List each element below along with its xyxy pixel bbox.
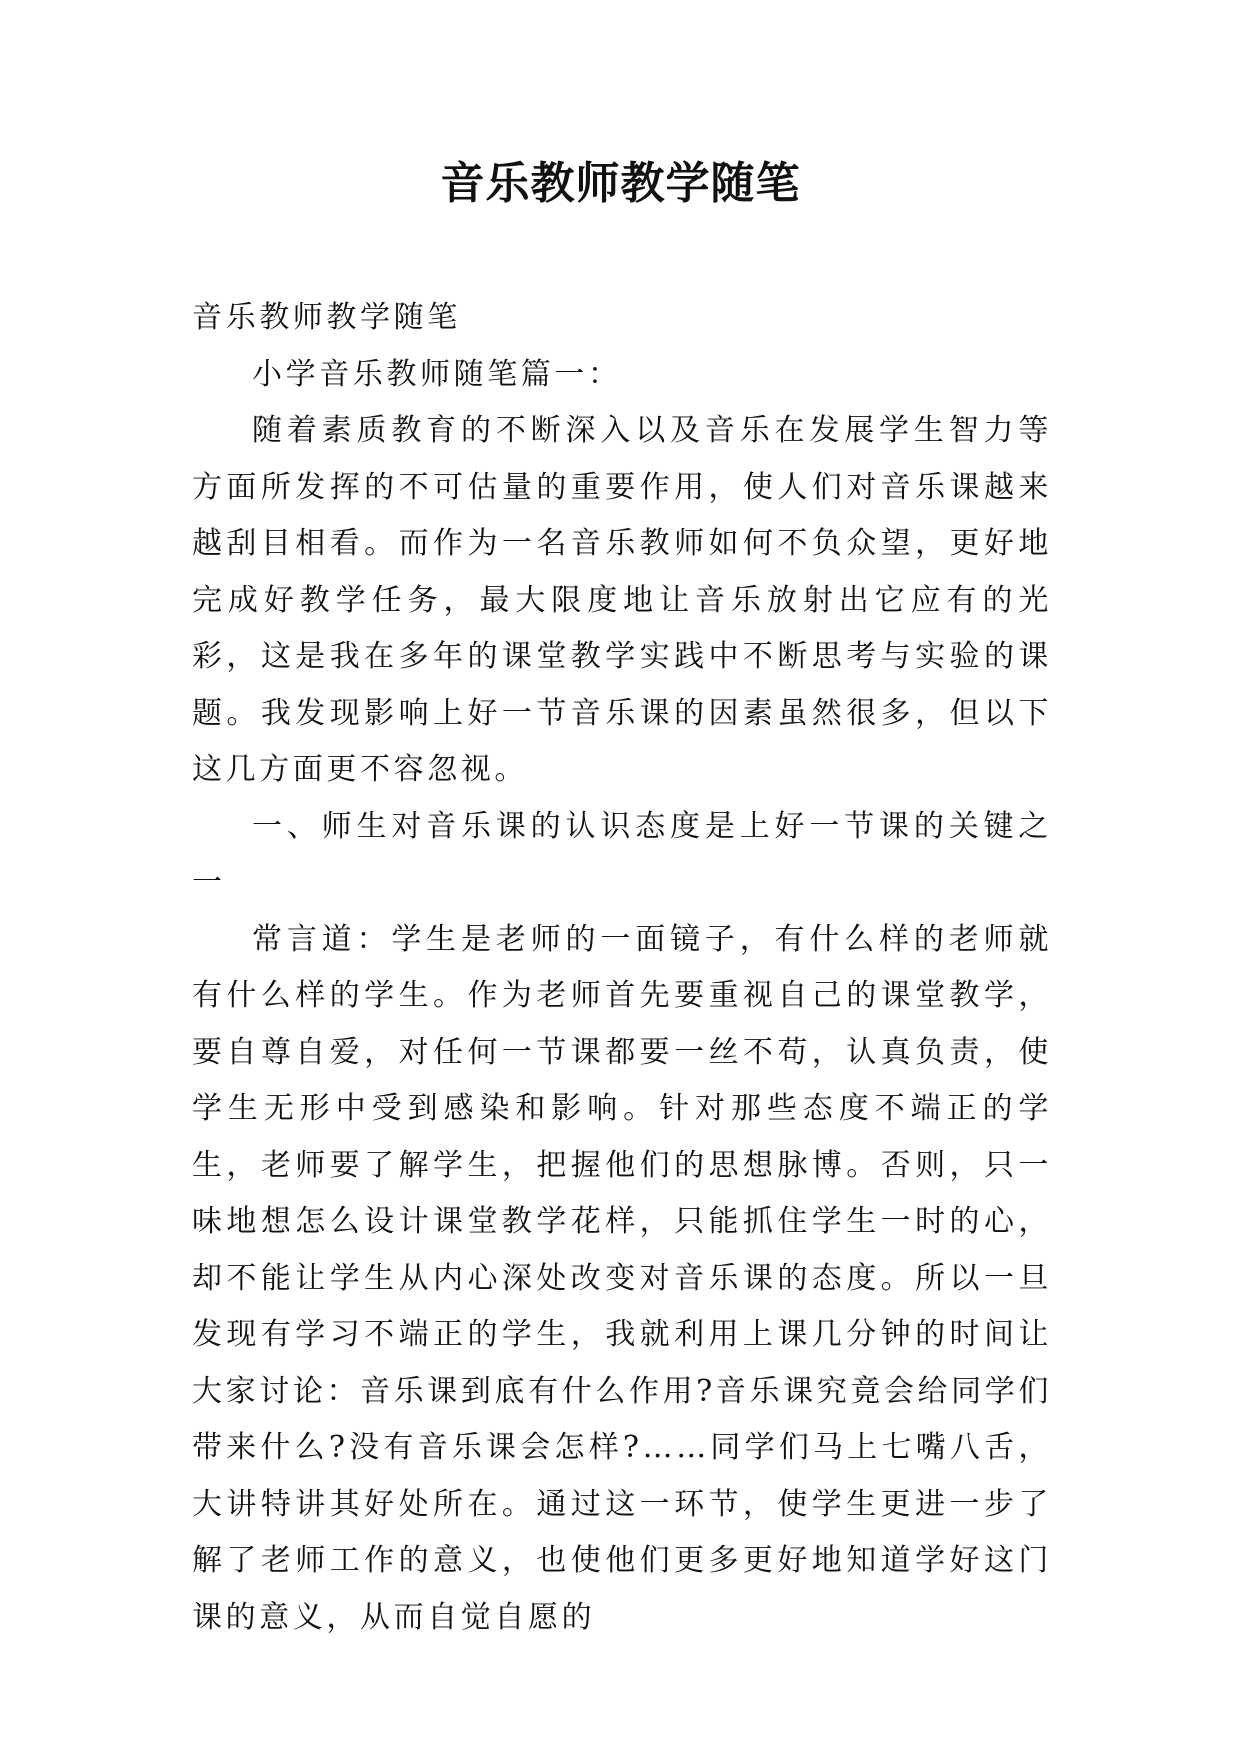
body-paragraph: 随着素质教育的不断深入以及音乐在发展学生智力等方面所发挥的不可估量的重要作用，使人们对音乐课越来越刮目相看。而作为一名音乐教师如何不负众望，更好地完成好教学任务，最大限度地让音乐放射出它应有的光彩，这是我在多年的课堂教学实践中不断思考与实验的课题。我发现影响上好一节音乐课的因素虽然很多，但以下这几方面更不容忽视。 xyxy=(192,413,1052,787)
subtitle-paragraph: 音乐教师教学随笔 xyxy=(192,300,461,335)
point-heading-paragraph: 一、师生对音乐课的认识态度是上好一节课的关键之一 xyxy=(192,808,1052,900)
document-body xyxy=(192,290,1052,1646)
document-title: 音乐教师教学随笔 xyxy=(440,158,801,209)
body-paragraph: 常言道：学生是老师的一面镜子，有什么样的老师就有什么样的学生。作为老师首先要重视自己的课堂教学，要自尊自爱，对任何一节课都要一丝不苟，认真负责，使学生无形中受到感染和影响。针对那些态度不端正的学生，老师要了解学生，把握他们的思想脉博。否则，只一味地想怎么设计课堂教学花样，只能抓住学生一时的心，却不能让学生从内心深处改变对音乐课的态度。所以一旦发现有学习不端正的学生，我就利用上课几分钟的时间让大家讨论：音乐课到底有什么作用?音乐课究竟会给同学们带来什么?没有音乐课会怎样?……同学们马上七嘴八舌，大讲特讲其好处所在。通过这一环节，使学生更进一步了解了老师工作的意义，也使他们更多更好地知道学好这门课的意义，从而自觉自愿的 xyxy=(192,921,1052,1635)
section-heading-paragraph: 小学音乐教师随笔篇一： xyxy=(252,356,622,392)
